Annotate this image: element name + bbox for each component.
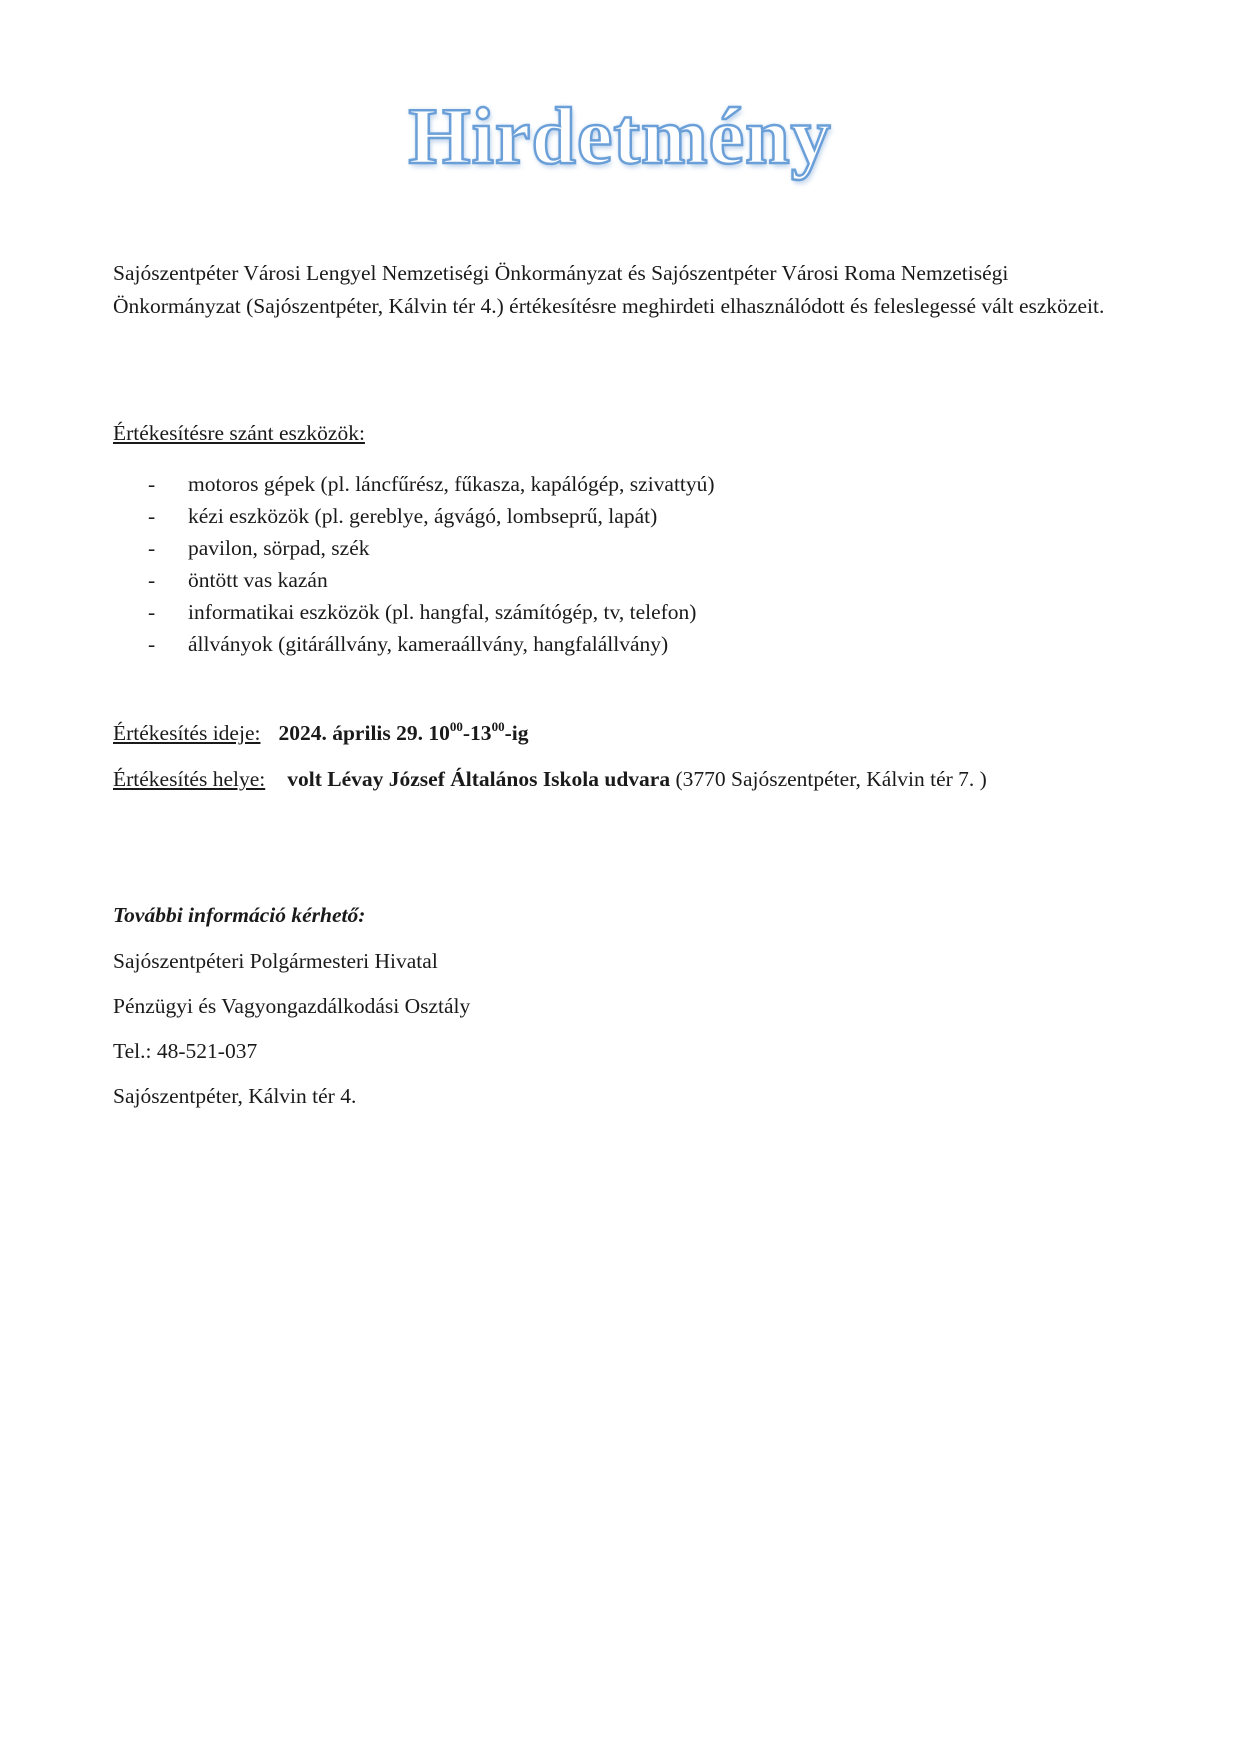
- list-bullet: -: [148, 536, 156, 560]
- sale-place-name: volt Lévay József Általános Iskola udvara: [287, 767, 671, 791]
- sale-place-address: (3770 Sajószentpéter, Kálvin tér 7. ): [675, 767, 987, 791]
- list-item-text: öntött vas kazán: [188, 568, 328, 592]
- list-item: [148, 628, 715, 660]
- sale-date: 2024. április 29. 10: [278, 721, 450, 745]
- time-suffix: -ig: [504, 721, 529, 745]
- list-item: [148, 500, 715, 532]
- list-item: [148, 468, 715, 500]
- sale-time-value: [278, 721, 528, 745]
- list-item-text: kézi eszközök (pl. gereblye, ágvágó, lombseprű, lapát): [188, 504, 658, 528]
- asset-list: [148, 468, 715, 660]
- list-item-text: motoros gépek (pl. láncfűrész, fűkasza, kapálógép, szivattyú): [188, 472, 715, 496]
- contact-address: Sajószentpéter, Kálvin tér 4.: [113, 1084, 357, 1108]
- contact-phone: Tel.: 48-521-037: [113, 1039, 258, 1063]
- list-item-text: állványok (gitárállvány, kameraállvány, hangfalállvány): [188, 632, 669, 656]
- notice-title: Hirdetmény: [408, 93, 832, 181]
- start-minutes: 00: [449, 719, 463, 734]
- time-separator: -13: [462, 721, 492, 745]
- list-item: [148, 596, 715, 628]
- sale-time-label: Értékesítés ideje:: [113, 721, 261, 745]
- sale-place-row: [113, 764, 987, 794]
- list-item: [148, 564, 715, 596]
- contact-office: Sajószentpéteri Polgármesteri Hivatal: [113, 949, 438, 973]
- list-item: [148, 532, 715, 564]
- list-bullet: -: [148, 632, 156, 656]
- sale-time-row: [113, 718, 528, 748]
- list-bullet: -: [148, 600, 156, 624]
- list-item-text: pavilon, sörpad, szék: [188, 536, 370, 560]
- list-bullet: -: [148, 504, 156, 528]
- assets-label: Értékesítésre szánt eszközök:: [113, 421, 365, 445]
- end-minutes: 00: [491, 719, 505, 734]
- intro-paragraph: Sajószentpéter Városi Lengyel Nemzetiségi Önkormányzat és Sajószentpéter Városi Roma Nemzetiségi Önkormányzat (Sajószentpéter, Kálvin tér 4.) értékesítésre meghirdeti elhasználódott és feleslegessé vált eszközeit.: [113, 261, 1105, 318]
- sale-place-label: Értékesítés helye:: [113, 767, 266, 791]
- list-item-text: informatikai eszközök (pl. hangfal, számítógép, tv, telefon): [188, 600, 697, 624]
- contact-heading: További információ kérhető:: [113, 903, 366, 927]
- contact-department: Pénzügyi és Vagyongazdálkodási Osztály: [113, 994, 471, 1018]
- list-bullet: -: [148, 472, 156, 496]
- list-bullet: -: [148, 568, 156, 592]
